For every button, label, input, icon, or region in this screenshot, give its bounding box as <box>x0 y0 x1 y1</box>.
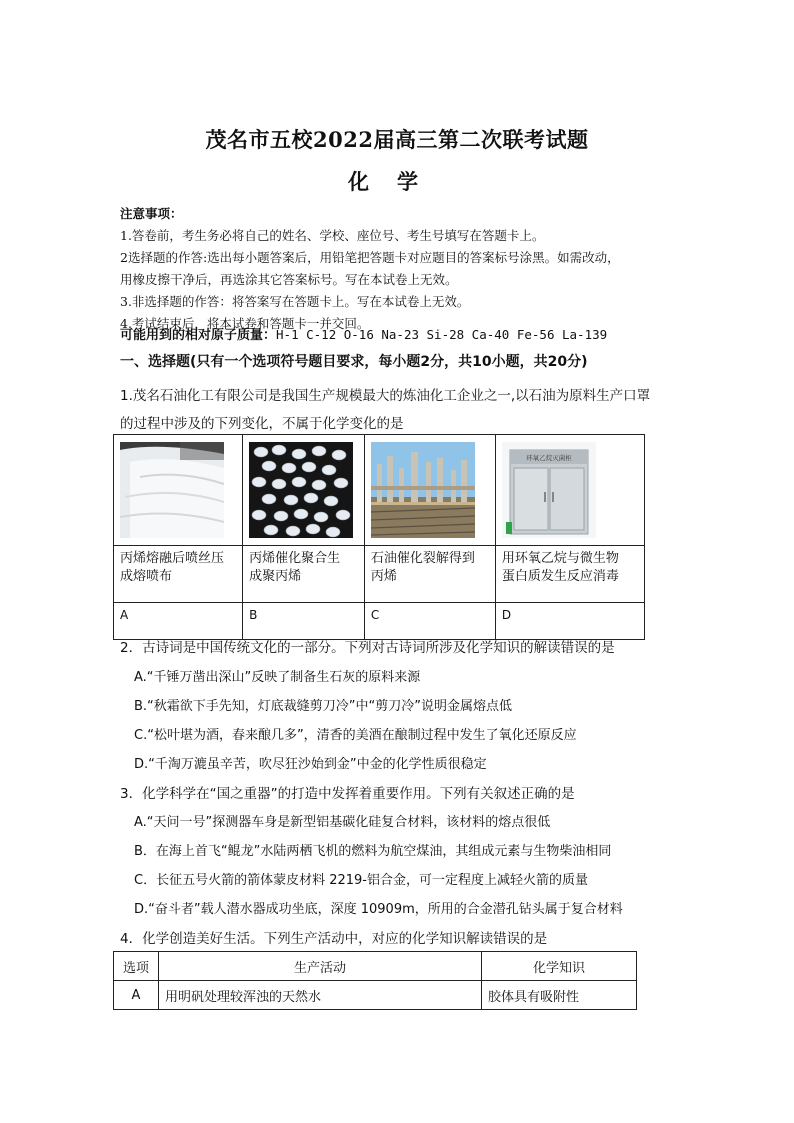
atomic-masses <box>120 324 607 343</box>
q1-image-cell <box>243 435 365 546</box>
q1-option-text-line: 成聚丙烯 <box>249 569 302 584</box>
q1-option-c-text <box>364 546 495 603</box>
q4-table <box>113 951 637 1010</box>
q1-option-label: C <box>364 603 495 640</box>
table-cell: 胶体具有吸附性 <box>482 981 637 1010</box>
table-header-row <box>114 952 637 981</box>
column-header: 生产活动 <box>159 952 482 981</box>
q3-option: C．长征五号火箭的箭体蒙皮材料 2219-铝合金，可一定程度上减轻火箭的质量 <box>134 873 588 888</box>
q1-option-text-line: 丙烯熔融后喷丝压 <box>120 551 225 566</box>
notes-heading: 注意事项： <box>120 206 183 221</box>
table-cell: 用明矾处理较浑浊的天然水 <box>159 981 482 1010</box>
q2-option: A.“千锤万凿出深山”反映了制备生石灰的原料来源 <box>134 670 421 685</box>
exam-title: 茂名市五校2022届高三第二次联考试题 <box>205 127 589 152</box>
q3-stem: 3．化学科学在“国之重器”的打造中发挥着重要作用。下列有关叙述正确的是 <box>120 786 575 802</box>
notes-item: 用橡皮擦干净后，再选涂其它答案标号。写在本试卷上无效。 <box>120 272 458 287</box>
notes-item: 2选择题的作答:选出每小题答案后，用铅笔把答题卡对应题目的答案标号涂黑。如需改动， <box>120 250 620 265</box>
q1-option-text-line: 用环氧乙烷与微生物 <box>501 551 619 566</box>
table-row <box>114 981 637 1010</box>
column-header: 选项 <box>114 952 159 981</box>
q1-image-cell <box>364 435 495 546</box>
q1-option-label: B <box>243 603 365 640</box>
column-header: 化学知识 <box>482 952 637 981</box>
q1-option-text-line: 蛋白质发生反应消毒 <box>501 569 619 584</box>
q1-option-text-line: 丙烯催化聚合生 <box>249 551 341 566</box>
atomic-masses-label: 可能用到的相对原子质量： <box>120 328 277 343</box>
polypropylene-pellets-image <box>249 442 353 538</box>
q1-option-text-line: 石油催化裂解得到 <box>370 551 475 566</box>
sterilizer-cabinet-image <box>502 442 596 538</box>
q1-image-cell <box>114 435 243 546</box>
q2-option: B.“秋霜欲下手先知，灯底裁缝剪刀冷”中“剪刀冷”说明金属熔点低 <box>134 699 512 714</box>
q4-stem: 4．化学创造美好生活。下列生产活动中，对应的化学知识解读错误的是 <box>120 931 548 947</box>
q3-option: D.“奋斗者”载人潜水器成功坐底，深度 10909m，所用的合金潜孔钻头属于复合材料 <box>134 902 623 917</box>
table-cell: A <box>114 981 159 1010</box>
q1-stem-line2: 的过程中涉及的下列变化，不属于化学变化的是 <box>120 416 404 432</box>
q1-option-text-line: 丙烯 <box>370 569 397 584</box>
q1-image-cell <box>495 435 644 546</box>
cabinet-label: 环氧乙烷灭菌柜 <box>526 454 572 462</box>
q2-option: D.“千淘万漉虽辛苦，吹尽狂沙始到金”中金的化学性质很稳定 <box>134 757 487 772</box>
q3-option: B．在海上首飞“鲲龙”水陆两栖飞机的燃料为航空煤油，其组成元素与生物柴油相同 <box>134 844 612 859</box>
exam-notes <box>120 203 690 335</box>
subject-title: 化学 <box>348 169 446 194</box>
atomic-masses-values: H-1 C-12 O-16 Na-23 Si-28 Ca-40 Fe-56 La-139 <box>276 327 608 342</box>
refinery-image <box>371 442 475 538</box>
q2-stem: 2．古诗词是中国传统文化的一部分。下列对古诗词所涉及化学知识的解读错误的是 <box>120 640 615 656</box>
q2-option: C.“松叶堪为酒，春来酿几多”，清香的美酒在酿制过程中发生了氧化还原反应 <box>134 728 577 743</box>
notes-item: 3.非选择题的作答：将答案写在答题卡上。写在本试卷上无效。 <box>120 294 470 309</box>
notes-item: 1.答卷前，考生务必将自己的姓名、学校、座位号、考生号填写在答题卡上。 <box>120 228 545 243</box>
q1-option-label: A <box>114 603 243 640</box>
q1-option-text-line: 成熔喷布 <box>120 569 173 584</box>
q1-option-d-text <box>495 546 644 603</box>
meltblown-fabric-image <box>120 442 224 538</box>
q1-option-a-text <box>114 546 243 603</box>
q1-options-table <box>113 434 645 640</box>
notes-item: 4.考试结束后，将本试卷和答题卡一并交回。 <box>120 316 370 331</box>
q1-stem-line1: 1.茂名石油化工有限公司是我国生产规模最大的炼油化工企业之一,以石油为原料生产口罩 <box>120 388 651 404</box>
section-heading: 一、选择题(只有一个选项符号题目要求，每小题2分，共10小题，共20分) <box>120 354 588 370</box>
q1-option-b-text <box>243 546 365 603</box>
q1-option-label: D <box>495 603 644 640</box>
q3-option: A.“天问一号”探测器车身是新型铝基碳化硅复合材料，该材料的熔点很低 <box>134 815 551 830</box>
